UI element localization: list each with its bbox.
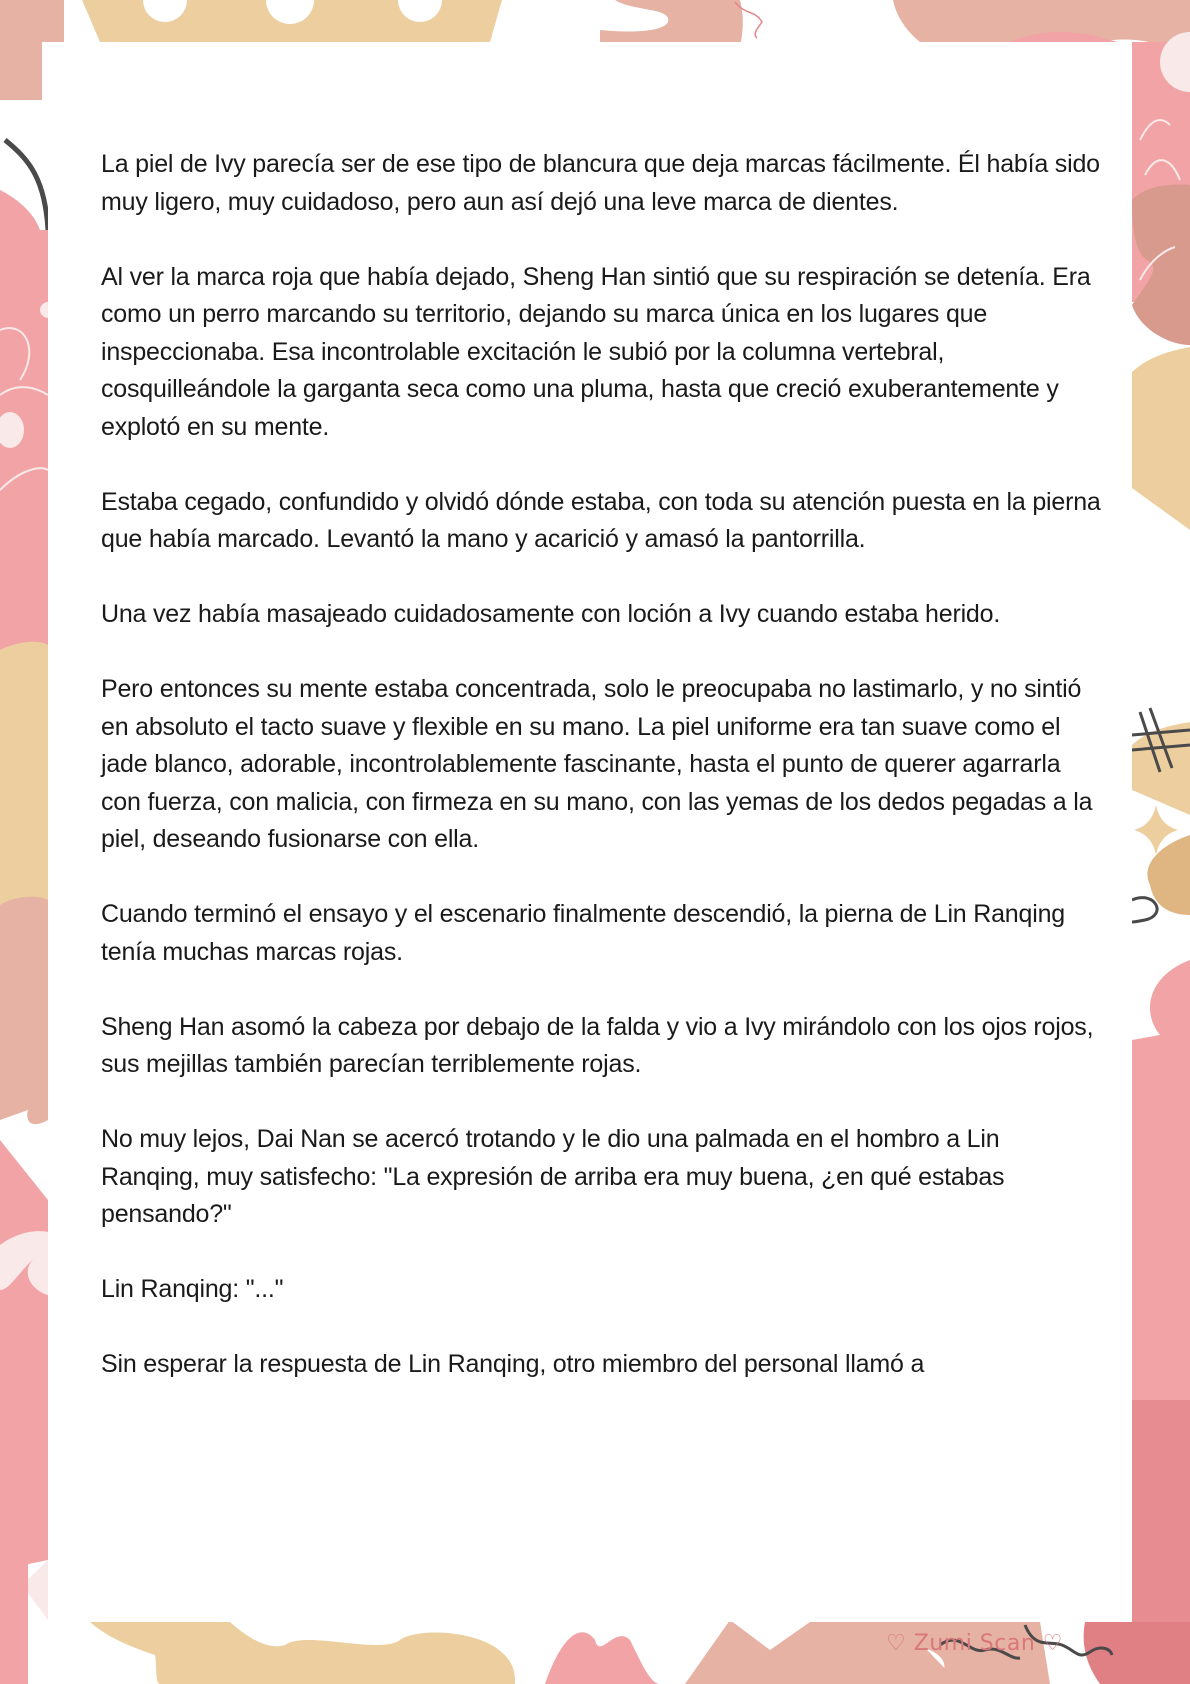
right-sand-blob — [1132, 347, 1190, 530]
left-pink-lower — [0, 1140, 48, 1570]
page-sheet — [48, 42, 1132, 1622]
left-sand-panel — [0, 642, 48, 905]
paragraph: Sin esperar la respuesta de Lin Ranqing, otro miembro del personal llamó a — [101, 1350, 925, 1378]
paragraph: Cuando terminó el ensayo y el escenario finalmente descendió, la pierna de Lin Ranqing tenía muchas marcas rojas. — [101, 900, 1065, 966]
bottom-pink-scribble — [545, 1632, 660, 1684]
paragraph: Sheng Han asomó la cabeza por debajo de la falda y vio a Ivy mirándolo con los ojos rojos, sus mejillas también parecían terriblemente rojas. — [101, 1012, 1094, 1078]
bottom-sand-blob — [90, 1622, 515, 1684]
c-squiggle — [1132, 898, 1157, 922]
paragraph: Al ver la marca roja que había dejado, Sheng Han sintió que su respiración se detenía. Era como un perro marcando su territorio, dejando su marca única en los lugares que inspeccionaba. Esa incontrolable excitación le subió por la columna vertebral, cosquilleándole la garganta seca como una pluma, hasta que creció exuberantemente y explotó en su mente. — [101, 262, 1091, 441]
left-peach-panel — [0, 897, 48, 1124]
document-body — [101, 146, 1101, 1421]
paragraph: No muy lejos, Dai Nan se acercó trotando y le dio una palmada en el hombro a Lin Ranqing, muy satisfecho: "La expresión de arriba era muy buena, ¿en qué estabas pensando?" — [101, 1125, 1005, 1228]
top-peach-wave — [600, 0, 743, 42]
paragraph: La piel de Ivy parecía ser de ese tipo de blancura que deja marcas fácilmente. Él había sido muy ligero, muy cuidadoso, pero aun así dejó una leve marca de dientes. — [101, 150, 1100, 216]
watermark-zumi-scan: ♡ Zumi Scan ♡ — [886, 1631, 1063, 1656]
paragraph: Lin Ranqing: "..." — [101, 1275, 284, 1303]
paragraph: Una vez había masajeado cuidadosamente con loción a Ivy cuando estaba herido. — [101, 600, 1001, 628]
left-bottom-pink — [0, 1560, 28, 1684]
bottom-rose-block — [1084, 1622, 1190, 1684]
paragraph: Estaba cegado, confundido y olvidó dónde estaba, con toda su atención puesta en la pierna que había marcado. Levantó la mano y acarició y amasó la pantorrilla. — [101, 487, 1101, 553]
paragraph: Pero entonces su mente estaba concentrada, solo le preocupaba no lastimarlo, y no sintió en absoluto el tacto suave y flexible en su mano. La piel uniforme era tan suave como el jade blanco, adorable, incontrolablemente fascinante, hasta el punto de querer agarrarla con fuerza, con malicia, con firmeza en su mano, con las yemas de los dedos pegadas a la piel, deseando fusionarse con ella. — [101, 675, 1093, 853]
